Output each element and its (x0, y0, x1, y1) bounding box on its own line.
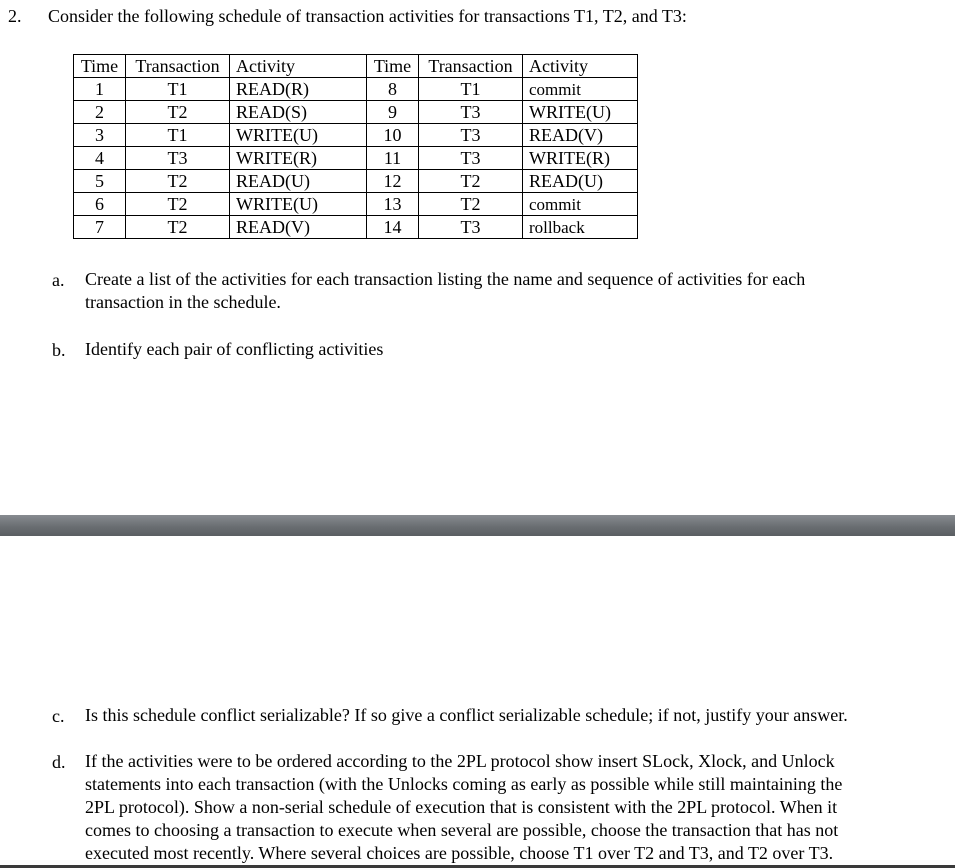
question-text: Consider the following schedule of transaction activities for transactions T1, T2, and T3: (48, 6, 687, 26)
part-a-line: Create a list of the activities for each transaction listing the name and sequence of activities for each (85, 269, 806, 289)
time-cell: 6 (74, 193, 126, 216)
table-row (74, 216, 638, 239)
activity-cell: WRITE(U) (523, 101, 638, 124)
part-d-line: If the activities were to be ordered according to the 2PL protocol show insert SLock, Xlock, and Unlock (85, 751, 835, 771)
part-d-line: comes to choosing a transaction to execute when several are possible, choose the transaction that has not (85, 820, 839, 840)
part-d-letter: d. (52, 752, 66, 772)
transaction-cell: T1 (126, 124, 230, 147)
time-cell: 13 (367, 193, 419, 216)
transaction-cell: T2 (126, 170, 230, 193)
separator-bar (0, 515, 955, 536)
part-d-text (85, 750, 842, 865)
part-a-letter: a. (52, 270, 65, 290)
time-cell: 2 (74, 101, 126, 124)
time-cell: 8 (367, 78, 419, 101)
part-d-line: 2PL protocol). Show a non-serial schedule of execution that is consistent with the 2PL protocol. When it (85, 797, 838, 817)
table-header-row (74, 55, 638, 78)
time-cell: 11 (367, 147, 419, 170)
time-cell: 9 (367, 101, 419, 124)
table-row (74, 101, 638, 124)
time-cell: 10 (367, 124, 419, 147)
schedule-table (73, 54, 638, 239)
time-cell: 5 (74, 170, 126, 193)
time-cell: 14 (367, 216, 419, 239)
activity-cell: rollback (523, 216, 638, 239)
table-row (74, 124, 638, 147)
table-header-cell: Activity (523, 55, 638, 78)
activity-cell: READ(R) (230, 78, 367, 101)
transaction-cell: T3 (419, 124, 523, 147)
table-header-cell: Time (367, 55, 419, 78)
activity-cell: WRITE(R) (523, 147, 638, 170)
transaction-cell: T2 (126, 193, 230, 216)
transaction-cell: T2 (419, 193, 523, 216)
table-header-cell: Transaction (126, 55, 230, 78)
transaction-cell: T1 (419, 78, 523, 101)
part-d-line: statements into each transaction (with the Unlocks coming as early as possible while still maintaining the (85, 774, 843, 794)
part-c-text (85, 704, 848, 727)
time-cell: 12 (367, 170, 419, 193)
part-c-letter: c. (52, 706, 65, 726)
activity-cell: READ(V) (230, 216, 367, 239)
transaction-cell: T3 (419, 147, 523, 170)
time-cell: 1 (74, 78, 126, 101)
activity-cell: READ(U) (523, 170, 638, 193)
activity-cell: WRITE(R) (230, 147, 367, 170)
activity-cell: READ(S) (230, 101, 367, 124)
question-number: 2. (8, 6, 22, 26)
part-b-letter: b. (52, 340, 66, 360)
transaction-cell: T2 (419, 170, 523, 193)
activity-cell: READ(U) (230, 170, 367, 193)
time-cell: 4 (74, 147, 126, 170)
table-header-cell: Transaction (419, 55, 523, 78)
part-a-line: transaction in the schedule. (85, 292, 281, 312)
transaction-cell: T2 (126, 216, 230, 239)
activity-cell: commit (523, 193, 638, 216)
transaction-cell: T3 (419, 216, 523, 239)
time-cell: 3 (74, 124, 126, 147)
table-row (74, 193, 638, 216)
activity-cell: commit (523, 78, 638, 101)
part-b-text (85, 338, 383, 361)
table-row (74, 78, 638, 101)
part-b-line: Identify each pair of conflicting activities (85, 339, 384, 359)
time-cell: 7 (74, 216, 126, 239)
transaction-cell: T3 (419, 101, 523, 124)
part-a-text (85, 268, 805, 314)
table-row (74, 147, 638, 170)
table-header-cell: Time (74, 55, 126, 78)
part-d-line: executed most recently. Where several choices are possible, choose T1 over T2 and T3, and T2 over T3. (85, 843, 834, 863)
table-row (74, 170, 638, 193)
transaction-cell: T3 (126, 147, 230, 170)
activity-cell: WRITE(U) (230, 124, 367, 147)
part-c-line: Is this schedule conflict serializable? If so give a conflict serializable schedule; if not, justify your answer. (85, 705, 848, 725)
activity-cell: WRITE(U) (230, 193, 367, 216)
table-header-cell: Activity (230, 55, 367, 78)
transaction-cell: T1 (126, 78, 230, 101)
activity-cell: READ(V) (523, 124, 638, 147)
transaction-cell: T2 (126, 101, 230, 124)
